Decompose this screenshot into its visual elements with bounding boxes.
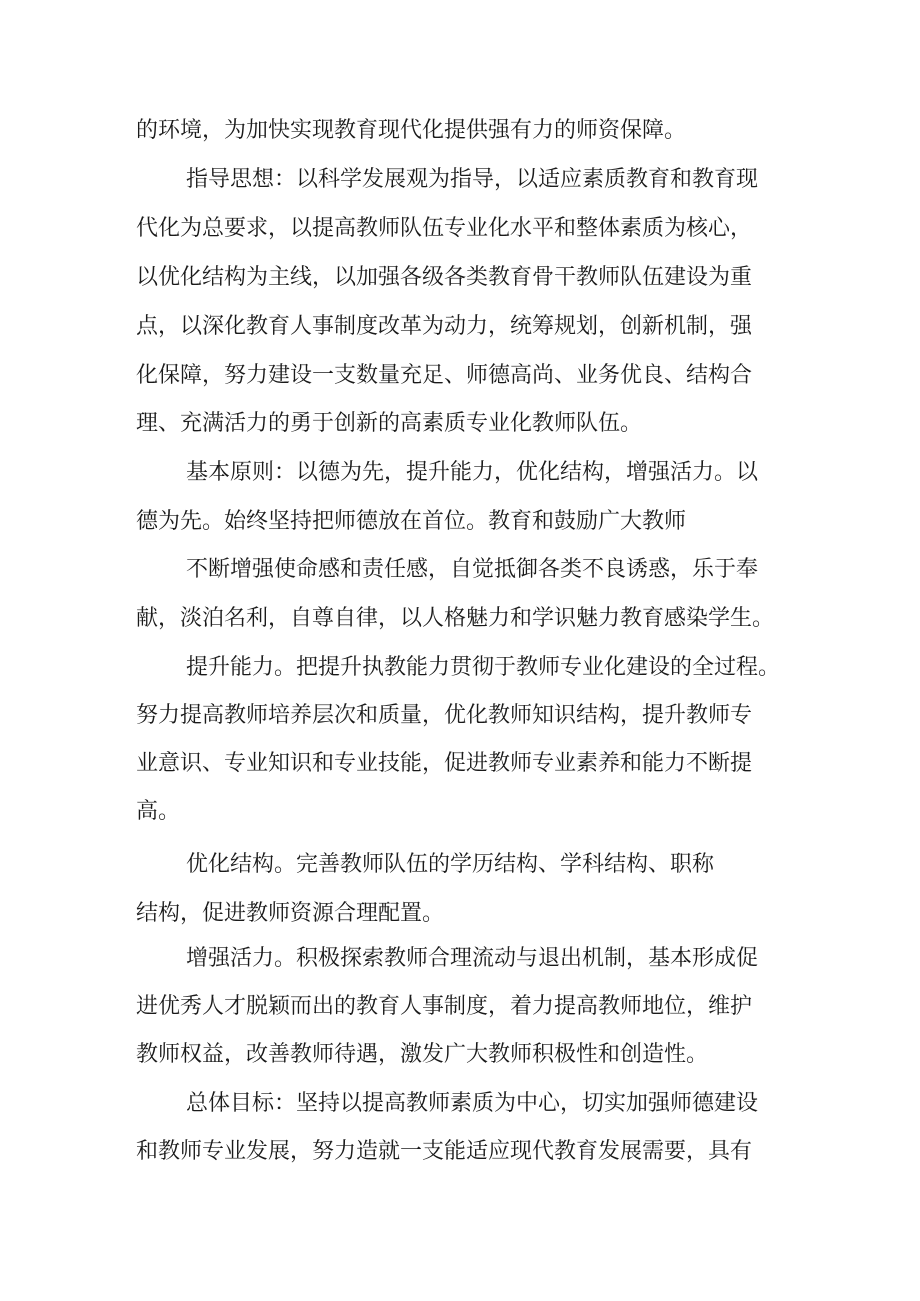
text-line: 理、充满活力的勇于创新的高素质专业化教师队伍。 (136, 411, 643, 436)
text-line: 总体目标：坚持以提高教师素质为中心，切实加强师德建设 (186, 1091, 759, 1116)
text-line: 努力提高教师培养层次和质量，优化教师知识结构，提升教师专 (136, 703, 753, 728)
text-line: 基本原则：以德为先，提升能力，优化结构，增强活力。以 (186, 460, 759, 485)
text-line: 德为先。始终坚持把师德放在首位。教育和鼓励广大教师 (136, 509, 687, 534)
text-line: 高。 (136, 799, 181, 824)
text-line: 点，以深化教育人事制度改革为动力，统筹规划，创新机制，强 (136, 314, 753, 339)
text-line: 业意识、专业知识和专业技能，促进教师专业素养和能力不断提 (136, 751, 753, 776)
text-line: 化保障，努力建设一支数量充足、师德高尚、业务优良、结构合 (136, 363, 753, 388)
text-line: 提升能力。把提升执教能力贯彻于教师专业化建设的全过程。 (186, 655, 781, 680)
text-line: 优化结构。完善教师队伍的学历结构、学科结构、职称 (186, 852, 715, 877)
text-line: 进优秀人才脱颖而出的教育人事制度，着力提高教师地位，维护 (136, 994, 753, 1019)
text-line: 不断增强使命感和责任感，自觉抵御各类不良诱惑，乐于奉 (186, 557, 759, 582)
text-line: 增强活力。积极探索教师合理流动与退出机制，基本形成促 (186, 946, 759, 971)
text-line: 的环境，为加快实现教育现代化提供强有力的师资保障。 (136, 118, 687, 143)
text-line: 代化为总要求，以提高教师队伍专业化水平和整体素质为核心， (136, 216, 753, 241)
text-line: 以优化结构为主线，以加强各级各类教育骨干教师队伍建设为重 (136, 265, 753, 290)
text-line: 指导思想：以科学发展观为指导，以适应素质教育和教育现 (186, 167, 759, 192)
text-line: 教师权益，改善教师待遇，激发广大教师积极性和创造性。 (136, 1042, 709, 1067)
text-line: 献，淡泊名利，自尊自律，以人格魅力和学识魅力教育感染学生。 (136, 606, 775, 631)
text-line: 结构，促进教师资源合理配置。 (136, 901, 445, 926)
text-line: 和教师专业发展，努力造就一支能适应现代教育发展需要，具有 (136, 1139, 753, 1164)
